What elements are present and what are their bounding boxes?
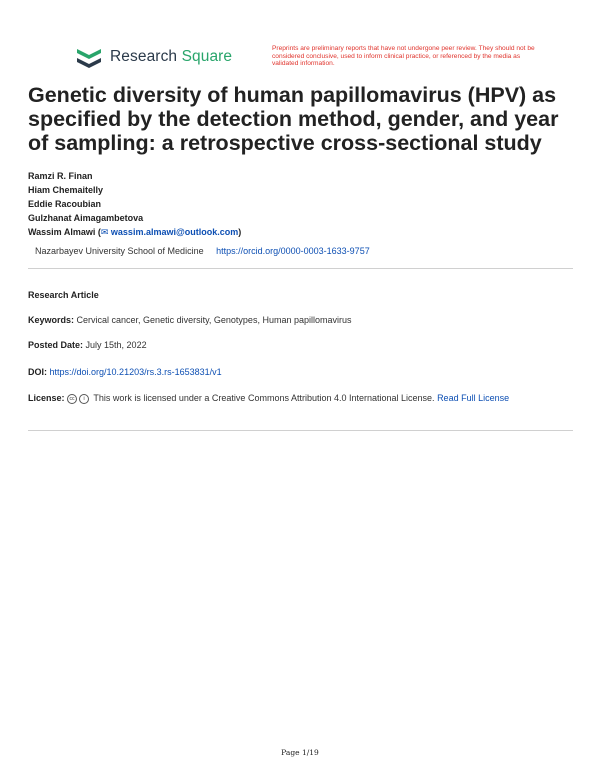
paper-title: Genetic diversity of human papillomavirus (HPV) as specified by the detection method, gender, and year of sampling: a retrospective cross-sectional study [28,83,559,155]
author-name: Ramzi R. Finan [28,171,93,181]
author-name: Gulzhanat Aimagambetova [28,213,144,223]
license: License: cc i This work is licensed under a Creative Commons Attribution 4.0 International License. Read Full License [28,393,510,403]
read-full-license-link[interactable]: Read Full License [437,393,510,403]
article-type: Research Article [28,290,99,300]
preprint-disclaimer: Preprints are preliminary reports that have not undergone peer review. They should not be considered conclusive, used to inform clinical practice, or referenced by the media as validated information. [272,45,535,68]
research-square-logo[interactable] [75,46,232,68]
creative-commons-icon: cc [67,394,77,404]
license-text: This work is licensed under a Creative Commons Attribution 4.0 International License. [93,393,435,403]
doi-link[interactable]: https://doi.org/10.21203/rs.3.rs-1653831/v1 [49,367,222,377]
author-list [28,169,241,239]
orcid-link[interactable]: https://orcid.org/0000-0003-1633-9757 [216,246,370,256]
logo-text: Research Square [110,48,233,65]
institution: Nazarbayev University School of Medicine [35,246,204,256]
author-name: Hiam Chemaitelly [28,185,104,195]
corresponding-author: Wassim Almawi (✉ wassim.almawi@outlook.com) [28,227,242,237]
divider [28,430,573,431]
affiliation [35,246,370,256]
email-link[interactable]: ✉ wassim.almawi@outlook.com [100,227,239,237]
doi: DOI: https://doi.org/10.21203/rs.3.rs-1653831/v1 [28,367,222,377]
attribution-icon: i [79,394,89,404]
research-square-logo-icon [75,46,103,68]
divider [28,268,573,269]
keywords: Keywords: Cervical cancer, Genetic diversity, Genotypes, Human papillomavirus [28,315,352,325]
corresponding-author-name: Wassim Almawi [28,227,96,237]
posted-date-value: July 15th, 2022 [85,340,147,350]
envelope-icon: ✉ [100,227,109,237]
author-name: Eddie Racoubian [28,199,102,209]
page-number: Page 1/19 [281,748,319,757]
posted-date: Posted Date: July 15th, 2022 [28,340,147,350]
keywords-value: Cervical cancer, Genetic diversity, Genotypes, Human papillomavirus [76,315,352,325]
